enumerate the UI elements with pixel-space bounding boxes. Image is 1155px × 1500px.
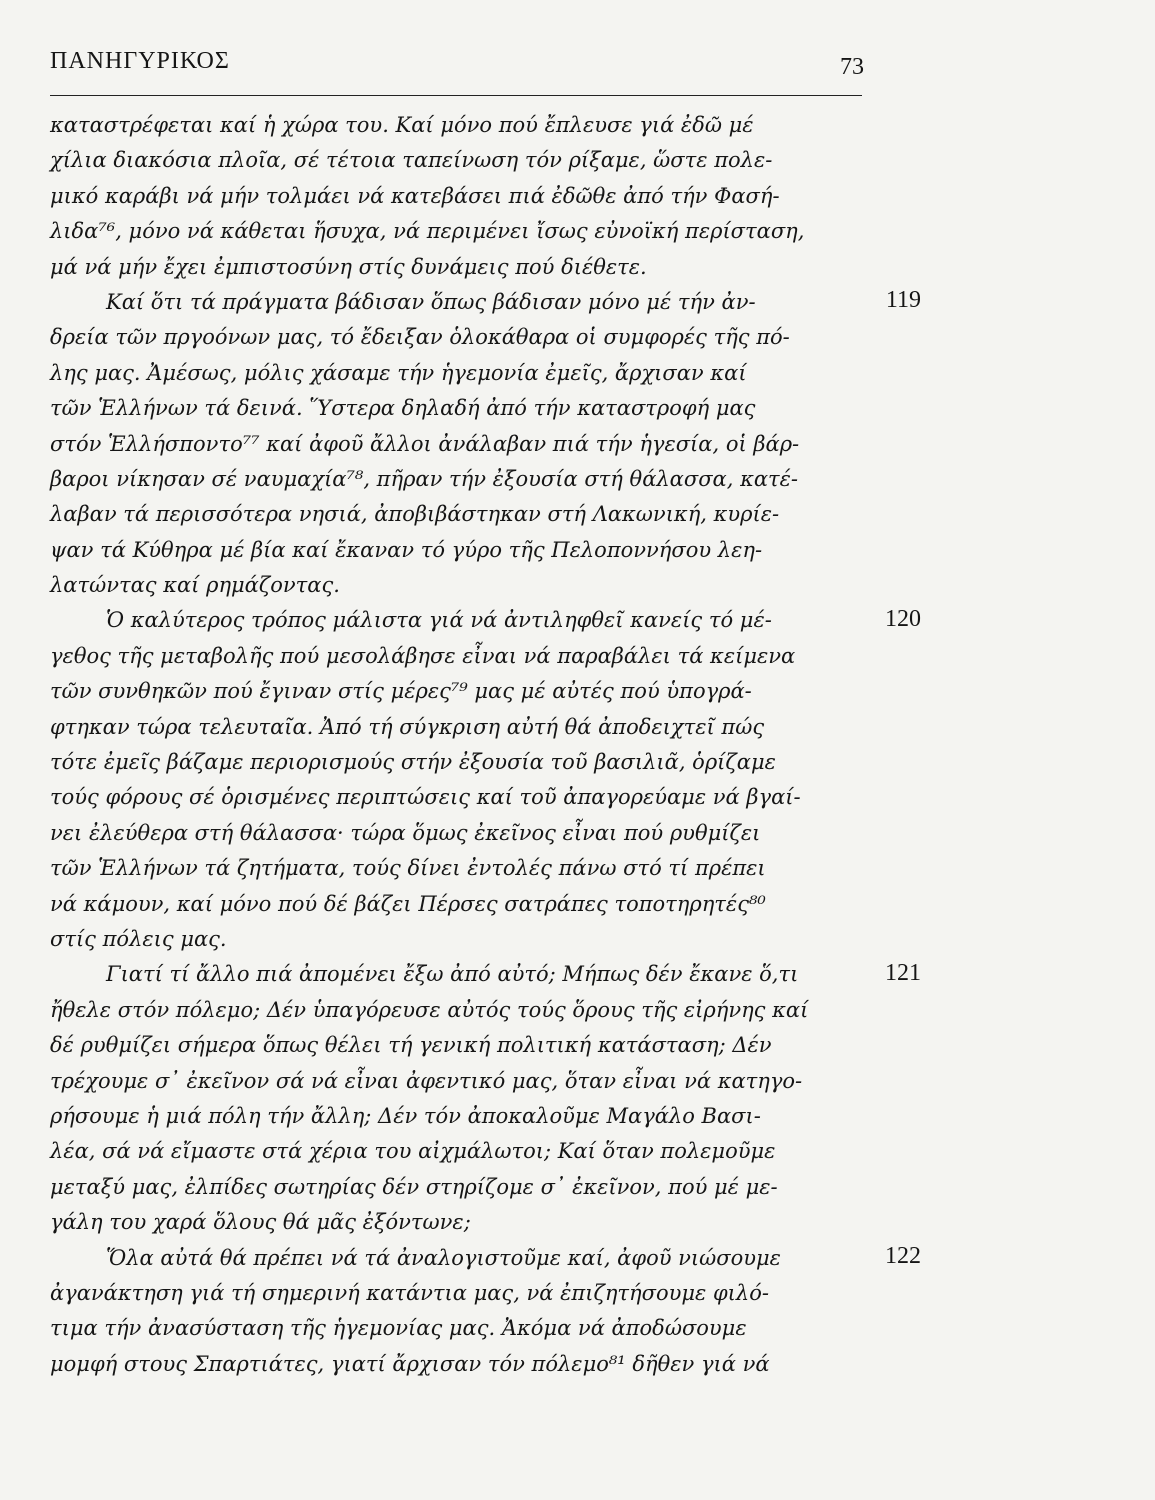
text-line: στόν Ἑλλήσποντο⁷⁷ καί ἀφοῦ ἄλλοι ἀνάλαβαν πιά τήν ἡγεσία, οἱ βάρ- — [50, 431, 800, 456]
text-line: γεθος τῆς μεταβολῆς πού μεσολάβησε εἶναι νά παραβάλει τά κείμενα — [50, 643, 796, 668]
text-line: τότε ἐμεῖς βάζαμε περιορισμούς στήν ἐξουσία τοῦ βασιλιᾶ, ὁρίζαμε — [50, 750, 776, 775]
text-line: βαροι νίκησαν σέ ναυμαχία⁷⁸, πῆραν τήν ἐξουσία στή θάλασσα, κατέ- — [50, 466, 799, 491]
text-line: μικό καράβι νά μήν τολμάει νά κατεβάσει πιά ἐδῶθε ἀπό τήν Φασή- — [50, 183, 780, 208]
text-line: τούς φόρους σέ ὁρισμένες περιπτώσεις καί τοῦ ἀπαγορεύαμε νά βγαί- — [50, 785, 801, 810]
text-line: τῶν Ἑλλήνων τά ζητήματα, τούς δίνει ἐντολές πάνω στό τί πρέπει — [50, 856, 766, 881]
header-rule — [50, 95, 862, 96]
body-text — [50, 108, 862, 1382]
text-line: γάλη του χαρά ὅλους θά μᾶς ἐξόντωνε; — [50, 1210, 471, 1235]
text-line: νά κάμουν, καί μόνο πού δέ βάζει Πέρσες σατράπες τοποτηρητές⁸⁰ — [50, 891, 766, 916]
text-line: τῶν Ἑλλήνων τά δεινά. Ὕστερα δηλαδή ἀπό τήν καταστροφή μας — [50, 396, 756, 421]
text-line: λης μας. Ἀμέσως, μόλις χάσαμε τήν ἡγεμονία ἐμεῖς, ἄρχισαν καί — [50, 360, 747, 385]
section-number: 120 — [885, 606, 921, 632]
text-line: λατώντας καί ρημάζοντας. — [50, 573, 340, 598]
text-line: ἤθελε στόν πόλεμο; Δέν ὑπαγόρευσε αὐτός τούς ὅρους τῆς εἰρήνης καί — [50, 997, 809, 1022]
running-title: ΠΑΝΗΓΥΡΙΚΟΣ — [50, 48, 230, 74]
section-number: 122 — [885, 1243, 921, 1269]
text-line: δέ ρυθμίζει σήμερα ὅπως θέλει τή γενική πολιτική κατάσταση; Δέν — [50, 1033, 772, 1058]
page-number: 73 — [840, 54, 864, 80]
text-line: μά νά μήν ἔχει ἐμπιστοσύνη στίς δυνάμεις πού διέθετε. — [50, 254, 647, 279]
text-line: νει ἐλεύθερα στή θάλασσα· τώρα ὅμως ἐκεῖνος εἶναι πού ρυθμίζει — [50, 820, 761, 845]
text-line: ἀγανάκτηση γιά τή σημερινή κατάντια μας, νά ἐπιζητήσουμε φιλό- — [50, 1280, 769, 1305]
text-line: καταστρέφεται καί ἡ χώρα του. Καί μόνο πού ἔπλευσε γιά ἐδῶ μέ — [50, 113, 754, 137]
section-number: 121 — [885, 960, 921, 986]
text-line: χίλια διακόσια πλοῖα, σέ τέτοια ταπείνωση τόν ρίξαμε, ὥστε πολε- — [50, 148, 773, 173]
text-line: στίς πόλεις μας. — [50, 926, 227, 951]
text-line: λιδα⁷⁶, μόνο νά κάθεται ἥσυχα, νά περιμένει ἴσως εὐνοϊκή περίσταση, — [50, 219, 805, 244]
paragraph-start-line: Ὁ καλύτερος τρόπος μάλιστα γιά νά ἀντιληφθεῖ κανείς τό μέ- — [106, 608, 772, 633]
text-line: ψαν τά Κύθηρα μέ βία καί ἔκαναν τό γύρο τῆς Πελοποννήσου λεη- — [50, 537, 763, 562]
text-line: τρέχουμε σ᾽ ἐκεῖνον σά νά εἶναι ἀφεντικό μας, ὅταν εἶναι νά κατηγο- — [50, 1068, 803, 1093]
text-line: τιμα τήν ἀνασύσταση τῆς ἡγεμονίας μας. Ἀκόμα νά ἀποδώσουμε — [50, 1316, 747, 1341]
section-number: 119 — [885, 287, 921, 313]
text-line: ρήσουμε ἡ μιά πόλη τήν ἄλλη; Δέν τόν ἀποκαλοῦμε Μαγάλο Βασι- — [50, 1103, 761, 1128]
text-line: φτηκαν τώρα τελευταῖα. Ἀπό τή σύγκριση αὐτή θά ἀποδειχτεῖ πώς — [50, 714, 765, 739]
text-line: δρεία τῶν πργοόνων μας, τό ἔδειξαν ὁλοκάθαρα οἱ συμφορές τῆς πό- — [50, 325, 790, 350]
paragraph-start-line: Ὅλα αὐτά θά πρέπει νά τά ἀναλογιστοῦμε καί, ἀφοῦ νιώσουμε — [106, 1245, 781, 1270]
text-line: τῶν συνθηκῶν πού ἔγιναν στίς μέρες⁷⁹ μας μέ αὐτές πού ὑπογρά- — [50, 679, 752, 704]
paragraph-start-line: Γιατί τί ἄλλο πιά ἀπομένει ἔξω ἀπό αὐτό; Μήπως δέν ἔκανε ὅ,τι — [106, 962, 799, 987]
text-line: λαβαν τά περισσότερα νησιά, ἀποβιβάστηκαν στή Λακωνική, κυρίε- — [50, 502, 780, 527]
paragraph-start-line: Καί ὅτι τά πράγματα βάδισαν ὅπως βάδισαν μόνο μέ τήν ἀν- — [106, 289, 756, 314]
text-line: λέα, σά νά εἴμαστε στά χέρια του αἰχμάλωτοι; Καί ὅταν πολεμοῦμε — [50, 1139, 776, 1164]
text-line: μεταξύ μας, ἐλπίδες σωτηρίας δέν στηρίζομε σ᾽ ἐκεῖνον, πού μέ με- — [50, 1174, 778, 1199]
text-line: μομφή στους Σπαρτιάτες, γιατί ἄρχισαν τόν πόλεμο⁸¹ δῆθεν γιά νά — [50, 1351, 770, 1376]
